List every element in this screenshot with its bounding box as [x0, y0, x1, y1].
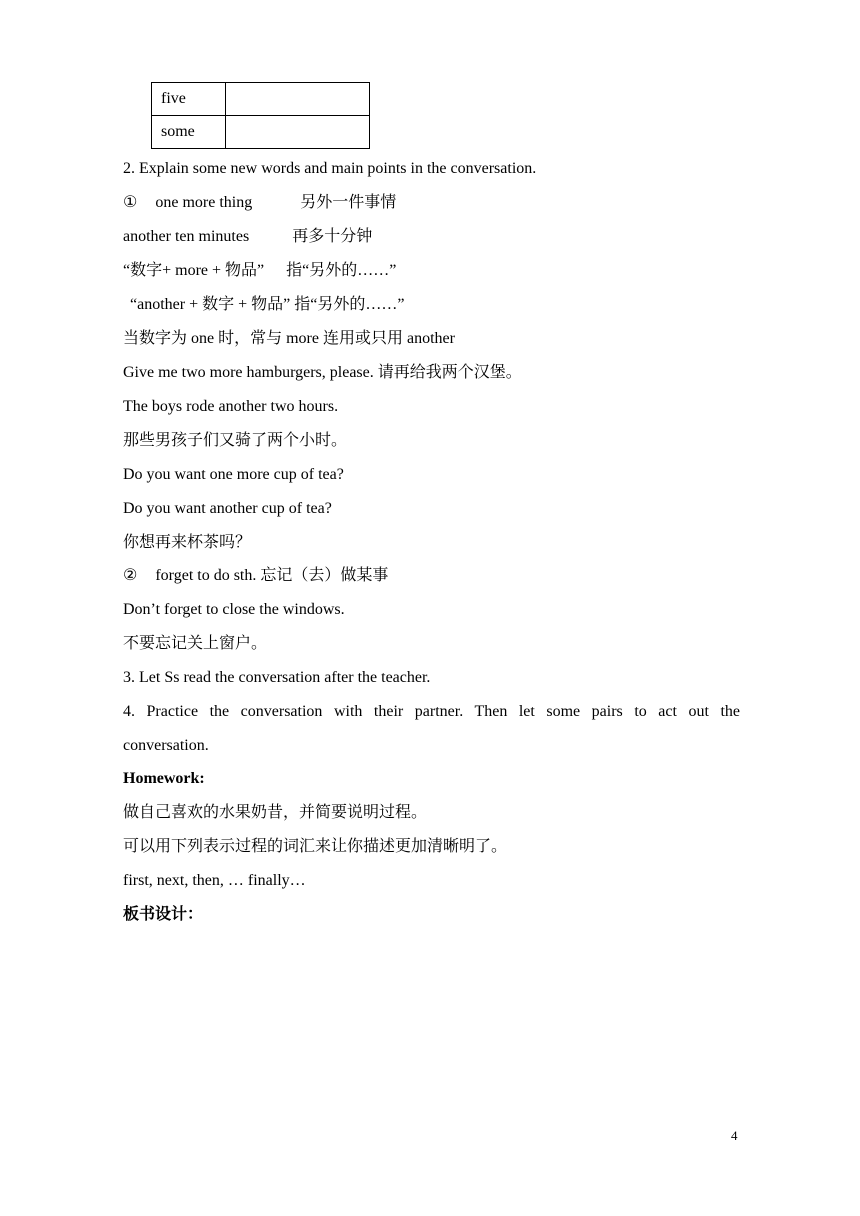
step-2-heading: 2. Explain some new words and main points in the conversation.: [123, 160, 537, 177]
table-row: [152, 83, 370, 116]
sequence-words: first, next, then, … finally…: [123, 872, 306, 889]
point-1-line: [123, 193, 396, 213]
circled-number-1: ①: [123, 194, 138, 211]
step-4-line-continued: conversation.: [123, 737, 209, 754]
vocab-table: [151, 82, 370, 149]
table-cell-word: five: [152, 83, 226, 116]
text-line: 那些男孩子们又骑了两个小时。: [123, 432, 348, 449]
phrase-en: another ten minutes: [123, 228, 250, 245]
homework-task: 做自己喜欢的水果奶昔，并简要说明过程。: [123, 804, 428, 821]
pattern-formula: “数字+ more + 物品”: [123, 262, 265, 279]
text-line: 不要忘记关上窗户。: [123, 635, 268, 652]
text-line: 当数字为 one 时，常与 more 连用或只用 another: [123, 330, 455, 347]
homework-heading: Homework:: [123, 770, 205, 787]
pattern-line: [123, 261, 396, 281]
text-line: Do you want one more cup of tea?: [123, 466, 344, 483]
page-number: 4: [731, 1128, 738, 1143]
text-line: Give me two more hamburgers, please. 请再给我两个汉堡。: [123, 364, 522, 381]
table-cell-word: some: [152, 116, 226, 149]
step-3-line: 3. Let Ss read the conversation after the teacher.: [123, 669, 431, 686]
homework-hint: 可以用下列表示过程的词汇来让你描述更加清晰明了。: [123, 838, 508, 855]
pattern-formula: “another + 数字 + 物品”: [130, 296, 291, 313]
pattern-meaning: 指“另外的……”: [286, 262, 397, 279]
text-line: Don’t forget to close the windows.: [123, 601, 345, 618]
phrase-cn: 再多十分钟: [292, 228, 373, 245]
board-design-heading: 板书设计：: [123, 906, 204, 923]
table-cell-blank: [226, 116, 370, 149]
table-cell-blank: [226, 83, 370, 116]
phrase-en: one more thing: [155, 194, 253, 211]
text-line: 你想再来杯茶吗？: [123, 534, 252, 551]
circled-number-2: ②: [123, 567, 138, 584]
table-row: [152, 116, 370, 149]
text-line: Do you want another cup of tea?: [123, 500, 332, 517]
pattern-line: [130, 295, 404, 315]
phrase-line: [123, 227, 372, 247]
pattern-meaning: 指“另外的……”: [294, 296, 405, 313]
phrase-cn: 另外一件事情: [300, 194, 397, 211]
point-2-line: [123, 566, 388, 586]
point-2-text: forget to do sth. 忘记（去）做某事: [155, 567, 389, 584]
text-line: The boys rode another two hours.: [123, 398, 339, 415]
step-4-line: 4. Practice the conversation with their partner. Then let some pairs to act out the: [123, 703, 740, 720]
